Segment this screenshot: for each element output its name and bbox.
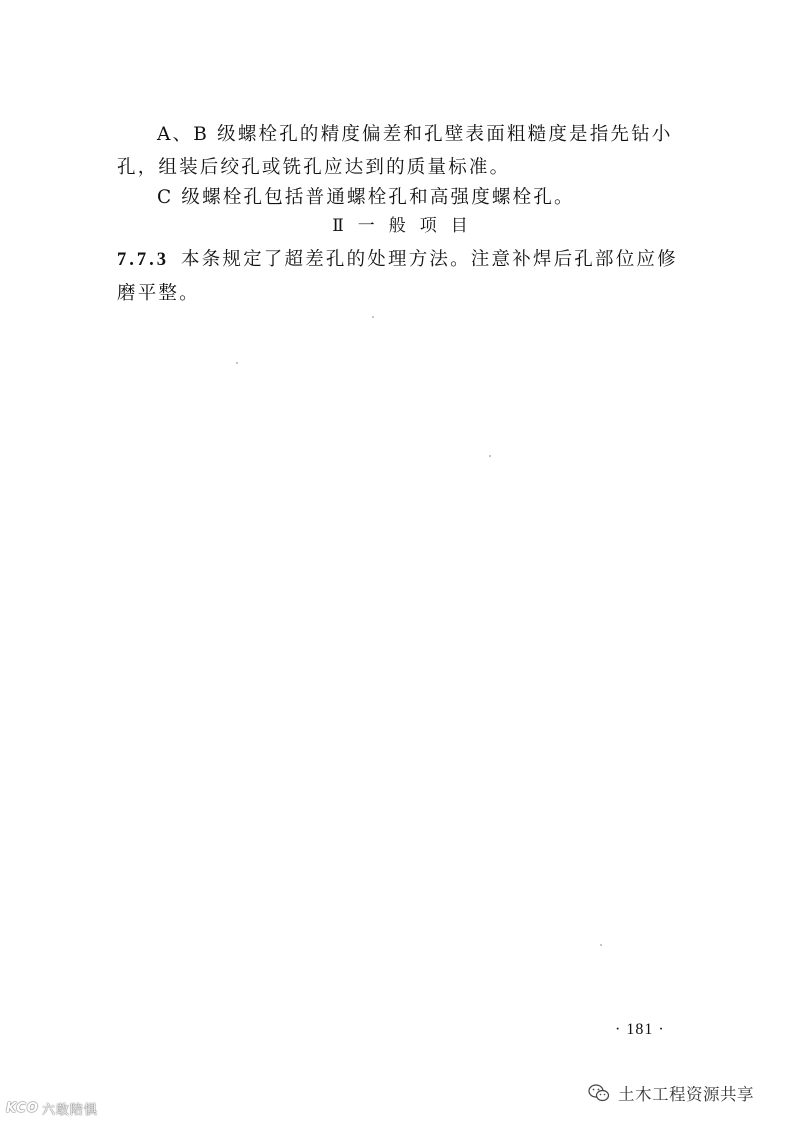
section-heading (0, 214, 794, 238)
paragraph-c-grade-bolt-holes: C 级螺栓孔包括普通螺栓孔和高强度螺栓孔。 (157, 187, 575, 208)
scan-speck (236, 362, 238, 364)
watermark-left-text: 六敢陪惧 (41, 1102, 98, 1118)
section-roman-numeral: Ⅱ (332, 216, 344, 236)
scan-speck (600, 944, 602, 946)
page-number: · 181 · (615, 1021, 665, 1038)
clause-paragraph (117, 243, 697, 310)
watermark-logo-mark: KCO (6, 1100, 39, 1116)
scan-speck (372, 316, 374, 318)
watermark-wechat-account (588, 1078, 754, 1108)
clause-number: 7.7.3 (117, 250, 169, 270)
clause-text: 本条规定了超差孔的处理方法。注意补焊后孔部位应修磨平整。 (117, 249, 678, 304)
watermark-right-text: 土木工程资源共享 (618, 1085, 754, 1104)
wechat-icon (588, 1083, 610, 1103)
section-title: 一般项目 (357, 216, 482, 236)
paragraph-bolt-hole-accuracy: A、B 级螺栓孔的精度偏差和孔壁表面粗糙度是指先钻小孔，组装后绞孔或铣孔应达到的质量标准。 (117, 124, 673, 178)
watermark-corner-logo (6, 1097, 98, 1119)
scan-speck (489, 455, 491, 457)
